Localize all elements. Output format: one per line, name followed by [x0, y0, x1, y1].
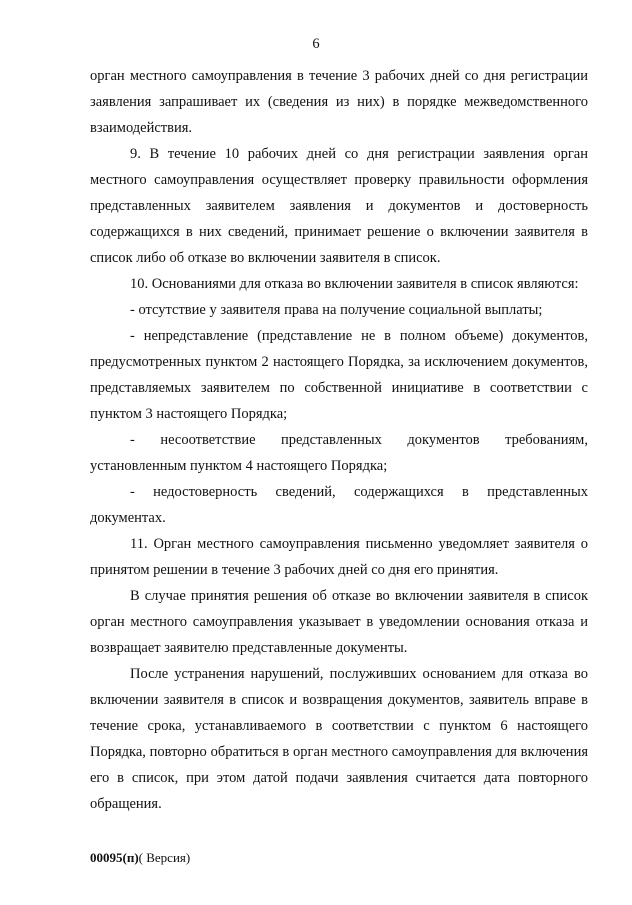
- paragraph-continuation: орган местного самоуправления в течение 3 рабочих дней со дня регистрации заявления запрашивает их (сведения из них) в порядке межведомственного взаимодействия.: [90, 68, 588, 136]
- page-number: 6: [312, 36, 320, 52]
- document-code: 00095(п): [90, 850, 139, 865]
- list-item-no-right: - отсутствие у заявителя права на получение социальной выплаты;: [130, 302, 543, 318]
- list-item-unreliable-info: - недостоверность сведений, содержащихся в представленных документах.: [90, 484, 588, 526]
- document-body: [90, 63, 588, 817]
- list-item-incomplete-documents: - непредставление (представление не в полном объеме) документов, предусмотренных пунктом 2 настоящего Порядка, за исключением документов, представляемых заявителем по собственной инициативе в соответствии с пунктом 3 настоящего Порядка;: [90, 328, 588, 422]
- list-item-nonconformity: - несоответствие представленных документов требованиям, установленным пунктом 4 настоящего Порядка;: [90, 432, 588, 474]
- document-version: ( Версия): [138, 850, 191, 865]
- document-footer: [90, 850, 190, 866]
- paragraph-item-11: 11. Орган местного самоуправления письменно уведомляет заявителя о принятом решении в течение 3 рабочих дней со дня его принятия.: [90, 536, 588, 578]
- paragraph-item-10: 10. Основаниями для отказа во включении заявителя в список являются:: [130, 276, 579, 292]
- paragraph-refusal-notice: В случае принятия решения об отказе во включении заявителя в список орган местного самоуправления указывает в уведомлении основания отказа и возвращает заявителю представленные документы.: [90, 588, 588, 656]
- paragraph-item-9: 9. В течение 10 рабочих дней со дня регистрации заявления орган местного самоуправления осуществляет проверку правильности оформления представленных заявителем заявления и документов и достоверность содержащихся в них сведений, принимает решение о включении заявителя в список либо об отказе во включении заявителя в список.: [90, 146, 588, 266]
- paragraph-repeat-application: После устранения нарушений, послуживших основанием для отказа во включении заявителя в список и возвращения документов, заявитель вправе в течение срока, устанавливаемого в соответствии с пунктом 6 настоящего Порядка, повторно обратиться в орган местного самоуправления для включения его в список, при этом датой подачи заявления считается дата повторного обращения.: [90, 666, 588, 812]
